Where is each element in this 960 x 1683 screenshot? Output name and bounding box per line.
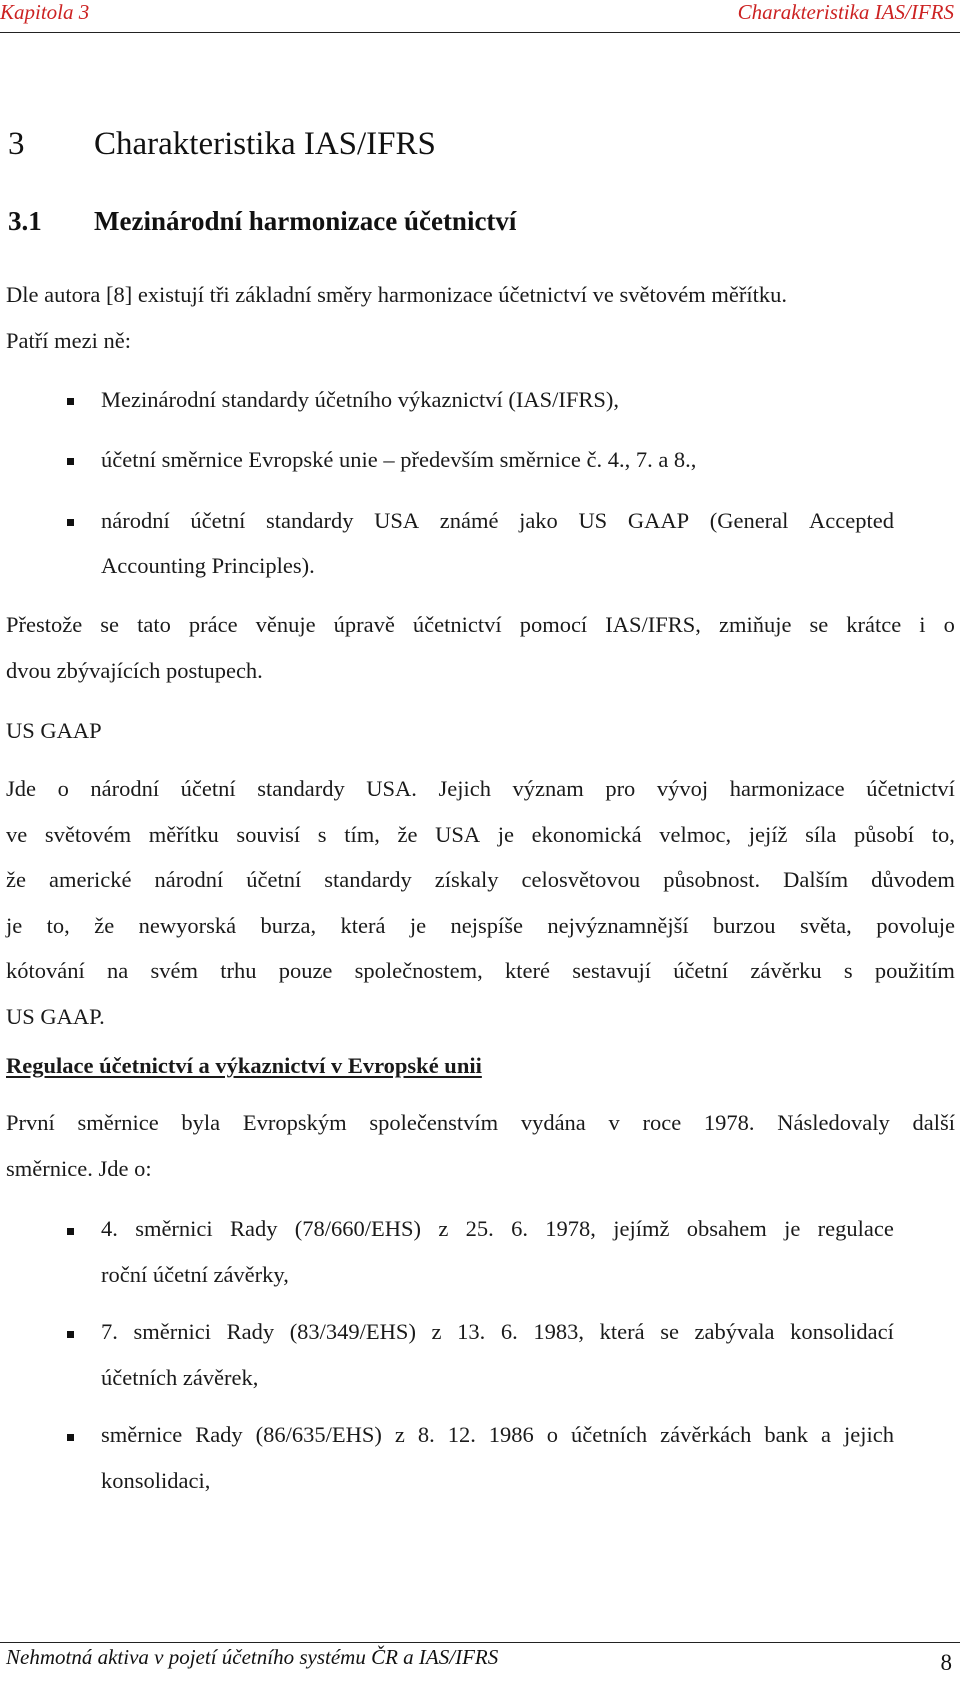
word: Následovaly xyxy=(777,1110,890,1135)
word: z xyxy=(394,1422,405,1447)
header-rule xyxy=(0,32,960,33)
word: bank xyxy=(764,1422,809,1447)
eu-intro-line-2: směrnice. Jde o: xyxy=(6,1156,152,1181)
word: zabývala xyxy=(694,1319,775,1344)
word: věnuje xyxy=(255,612,316,637)
word: Přestože xyxy=(6,612,83,637)
paragraph-line xyxy=(6,867,955,893)
word: pouze xyxy=(278,958,333,983)
word: nejvýznamnější xyxy=(547,913,689,938)
word: IAS/IFRS, xyxy=(605,612,701,637)
word: směrnici xyxy=(133,1319,211,1344)
word: Jejich xyxy=(438,776,491,801)
word: jejíž xyxy=(748,822,788,847)
word: společenstvím xyxy=(369,1110,499,1135)
word: (78/660/EHS) xyxy=(294,1216,422,1241)
running-header-title: Charakteristika IAS/IFRS xyxy=(737,0,954,24)
word: z xyxy=(431,1319,442,1344)
word: je xyxy=(6,913,23,938)
word: s xyxy=(843,958,853,983)
word: jejich xyxy=(844,1422,894,1447)
paragraph-line xyxy=(6,958,955,984)
word: účetní xyxy=(246,867,302,892)
word: působí xyxy=(854,822,915,847)
word: z xyxy=(438,1216,449,1241)
word: to, xyxy=(931,822,955,847)
list-item xyxy=(101,1422,894,1448)
list-item: Mezinárodní standardy účetního výkaznictví (IAS/IFRS), xyxy=(101,387,620,412)
bullet-icon xyxy=(67,1228,74,1235)
word: jako xyxy=(519,508,558,533)
word: (General xyxy=(709,508,789,533)
word: standardy xyxy=(257,776,345,801)
word: závěrku xyxy=(750,958,822,983)
word: je xyxy=(497,822,515,847)
word: která xyxy=(599,1319,645,1344)
word: směrnice xyxy=(77,1110,159,1135)
bullet-icon xyxy=(67,458,74,465)
word: (83/349/EHS) xyxy=(289,1319,416,1344)
word: závěrkách xyxy=(660,1422,752,1447)
word: Accepted xyxy=(809,508,894,533)
word: ve xyxy=(6,822,28,847)
word: velmoc, xyxy=(659,822,732,847)
word: důvodem xyxy=(871,867,955,892)
word: národní xyxy=(154,867,224,892)
word: ekonomická xyxy=(531,822,642,847)
page-number: 8 xyxy=(940,1650,952,1675)
list-item xyxy=(101,1319,894,1345)
word: národní xyxy=(101,508,170,533)
word: která xyxy=(340,913,386,938)
word: účetní xyxy=(190,508,246,533)
word: účetních xyxy=(570,1422,648,1447)
word: v xyxy=(608,1110,620,1135)
word: společnostem, xyxy=(354,958,483,983)
word: o xyxy=(943,612,955,637)
running-header-chapter: Kapitola 3 xyxy=(0,0,90,24)
chapter-heading xyxy=(0,126,960,166)
word: 13. xyxy=(457,1319,486,1344)
word: o xyxy=(57,776,69,801)
word: směrnici xyxy=(135,1216,213,1241)
paragraph-line xyxy=(6,913,955,939)
section-heading xyxy=(0,206,960,242)
word: 8. xyxy=(417,1422,435,1447)
word: s xyxy=(317,822,327,847)
word: 12. xyxy=(447,1422,476,1447)
bullet-icon xyxy=(67,519,74,526)
word: měřítku xyxy=(148,822,219,847)
word: na xyxy=(106,958,129,983)
word: jejímž xyxy=(613,1216,670,1241)
eu-heading: Regulace účetnictví a výkaznictví v Evropské unii xyxy=(6,1053,482,1078)
word: působnost. xyxy=(663,867,761,892)
word: vývoj xyxy=(656,776,709,801)
bullet-icon xyxy=(67,1434,74,1441)
section-number: 3.1 xyxy=(8,206,42,236)
word: se xyxy=(809,612,829,637)
word: je xyxy=(409,913,427,938)
word: vydána xyxy=(520,1110,586,1135)
word: Jde xyxy=(6,776,36,801)
word: (86/635/EHS) xyxy=(255,1422,382,1447)
intro-line-1: Dle autora [8] existují tři základní směry harmonizace účetnictví ve světovém měřítku. xyxy=(6,282,787,307)
word: význam xyxy=(512,776,584,801)
word: je xyxy=(784,1216,801,1241)
word: že xyxy=(6,867,26,892)
word: sestavují xyxy=(572,958,651,983)
word: že xyxy=(397,822,418,847)
eu-intro-line-1 xyxy=(6,1110,955,1136)
word: tím, xyxy=(344,822,380,847)
footer-rule xyxy=(0,1642,960,1643)
list-item: účetní směrnice Evropské unie – především směrnice č. 4., 7. a 8., xyxy=(101,447,697,472)
word: nejspíše xyxy=(450,913,524,938)
word: a xyxy=(821,1422,832,1447)
word: regulace xyxy=(817,1216,894,1241)
word: úpravě xyxy=(333,612,395,637)
word: souvisí xyxy=(236,822,301,847)
word: US xyxy=(578,508,608,533)
word: se xyxy=(100,612,120,637)
word: USA xyxy=(435,822,481,847)
word: obsahem xyxy=(686,1216,767,1241)
word: Rady xyxy=(226,1319,275,1344)
section-title: Mezinárodní harmonizace účetnictví xyxy=(94,206,517,236)
word: harmonizace xyxy=(729,776,845,801)
word: získaly xyxy=(434,867,499,892)
word: Rady xyxy=(195,1422,243,1447)
list-item-continuation: konsolidaci, xyxy=(101,1468,211,1493)
word: roce xyxy=(642,1110,682,1135)
list-item xyxy=(101,1216,894,1242)
word: trhu xyxy=(220,958,257,983)
word: i xyxy=(919,612,926,637)
list-item-continuation: Accounting Principles). xyxy=(101,553,315,578)
word: 1986 xyxy=(488,1422,534,1447)
word: svém xyxy=(150,958,198,983)
word: 1978, xyxy=(545,1216,596,1241)
word: účetní xyxy=(180,776,236,801)
word: které xyxy=(505,958,550,983)
word: národní xyxy=(90,776,160,801)
word: 4. xyxy=(101,1216,118,1241)
word: účetnictví xyxy=(412,612,502,637)
word: USA xyxy=(374,508,420,533)
footer-title: Nehmotná aktiva v pojetí účetního systému ČR a IAS/IFRS xyxy=(6,1645,499,1669)
word: použitím xyxy=(874,958,955,983)
word: známé xyxy=(439,508,499,533)
word: další xyxy=(912,1110,955,1135)
word: byla xyxy=(181,1110,221,1135)
paragraph-line xyxy=(6,776,955,802)
word: tato xyxy=(137,612,171,637)
intro-line-2: Patří mezi ně: xyxy=(6,328,131,353)
word: kótování xyxy=(6,958,85,983)
word: 25. xyxy=(465,1216,494,1241)
word: účetní xyxy=(673,958,729,983)
word: Rady xyxy=(229,1216,278,1241)
word: pomocí xyxy=(519,612,588,637)
word: zmiňuje xyxy=(718,612,792,637)
paragraph-line: US GAAP. xyxy=(6,1004,105,1029)
word: celosvětovou xyxy=(521,867,641,892)
word: První xyxy=(6,1110,55,1135)
bullet-icon xyxy=(67,1331,74,1338)
word: 7. xyxy=(101,1319,118,1344)
word: se xyxy=(660,1319,679,1344)
word: 1983, xyxy=(533,1319,584,1344)
word: práce xyxy=(188,612,238,637)
word: americké xyxy=(49,867,132,892)
word: newyorská xyxy=(138,913,237,938)
word: 6. xyxy=(511,1216,528,1241)
bullet-icon xyxy=(67,398,74,405)
word: burzou xyxy=(713,913,776,938)
list-item xyxy=(101,508,894,534)
word: Dalším xyxy=(783,867,849,892)
word: standardy xyxy=(265,508,354,533)
word: krátce xyxy=(846,612,902,637)
usgaap-heading: US GAAP xyxy=(6,718,102,743)
word: že xyxy=(94,913,115,938)
word: povoluje xyxy=(876,913,955,938)
chapter-number: 3 xyxy=(8,126,25,162)
word: směrnice xyxy=(101,1422,183,1447)
word: účetnictví xyxy=(866,776,955,801)
word: síla xyxy=(805,822,837,847)
list-item-continuation: roční účetní závěrky, xyxy=(101,1262,289,1287)
word: 1978. xyxy=(703,1110,755,1135)
word: burza, xyxy=(260,913,317,938)
note-line-2: dvou zbývajících postupech. xyxy=(6,658,263,683)
list-item-continuation: účetních závěrek, xyxy=(101,1365,259,1390)
paragraph-line xyxy=(6,822,955,848)
word: USA. xyxy=(366,776,417,801)
word: pro xyxy=(605,776,636,801)
word: světa, xyxy=(799,913,852,938)
word: 6. xyxy=(500,1319,518,1344)
word: GAAP xyxy=(627,508,690,533)
word: konsolidací xyxy=(790,1319,894,1344)
word: Evropským xyxy=(242,1110,347,1135)
word: světovém xyxy=(44,822,132,847)
word: o xyxy=(546,1422,558,1447)
word: standardy xyxy=(324,867,412,892)
note-line-1 xyxy=(6,612,955,638)
word: to, xyxy=(46,913,70,938)
chapter-title: Charakteristika IAS/IFRS xyxy=(94,126,436,162)
